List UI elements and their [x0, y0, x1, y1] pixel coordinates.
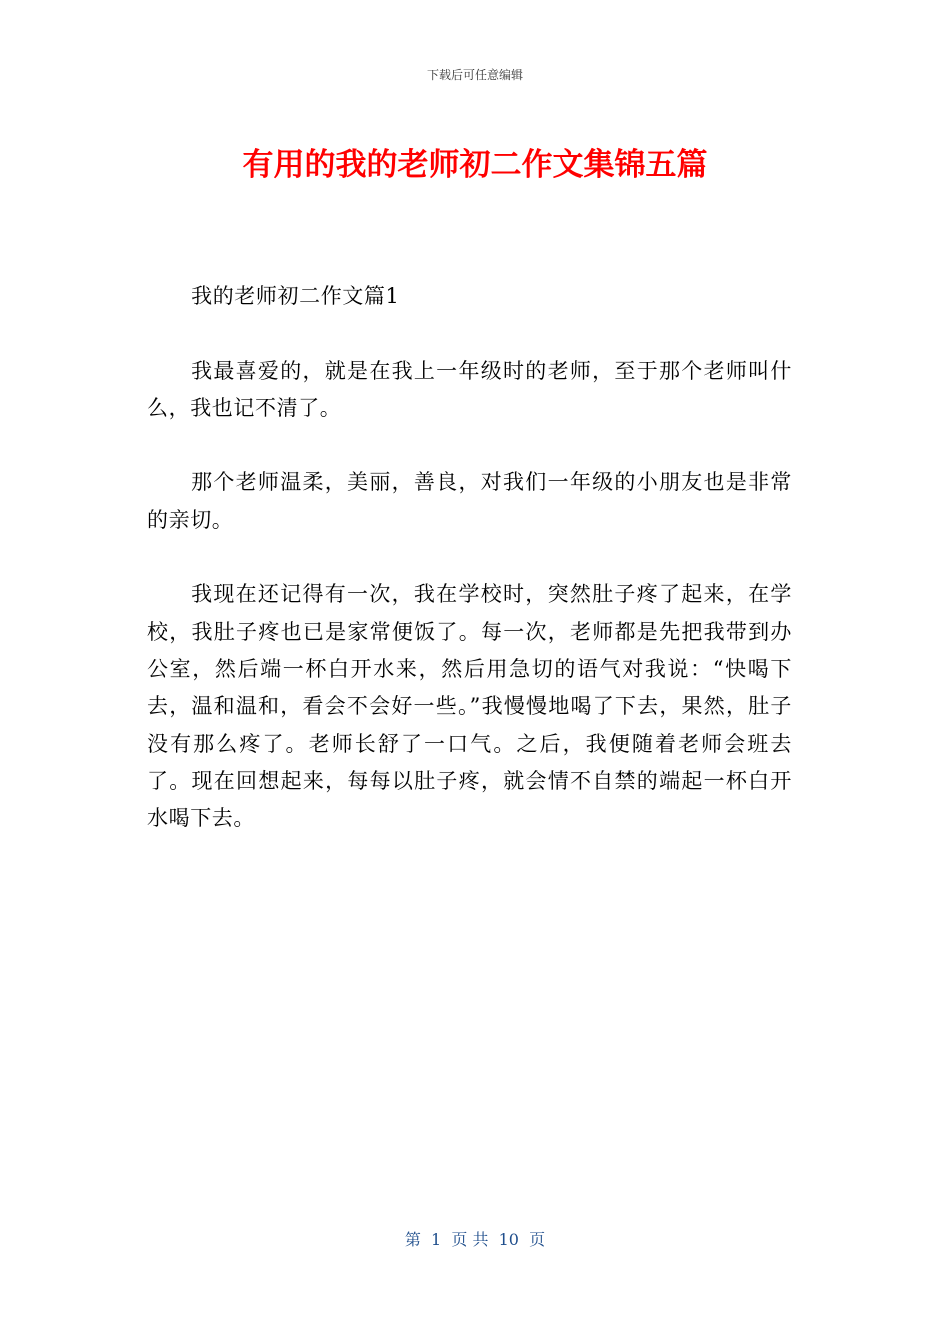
document-body	[147, 278, 792, 875]
paragraph: 我现在还记得有一次，我在学校时，突然肚子疼了起来，在学校，我肚子疼也已是家常便饭了。每一次，老师都是先把我带到办公室，然后端一杯白开水来，然后用急切的语气对我说：“快喝下去，温和温和，看会不会好一些。”我慢慢地喝了下去，果然，肚子没有那么疼了。老师长舒了一口气。之后，我便随着老师会班去了。现在回想起来，每每以肚子疼，就会情不自禁的端起一杯白开水喝下去。	[147, 582, 792, 831]
document-title: 有用的我的老师初二作文集锦五篇	[242, 147, 708, 183]
paragraph: 我最喜爱的，就是在我上一年级时的老师，至于那个老师叫什么，我也记不清了。	[147, 358, 792, 420]
paragraph: 那个老师温柔，美丽，善良，对我们一年级的小朋友也是非常的亲切。	[147, 470, 792, 532]
page-header: 下载后可任意编辑	[426, 68, 523, 82]
section-heading: 我的老师初二作文篇1	[191, 284, 400, 308]
page-number-footer: 第 1 页 共 10 页	[404, 1230, 546, 1249]
